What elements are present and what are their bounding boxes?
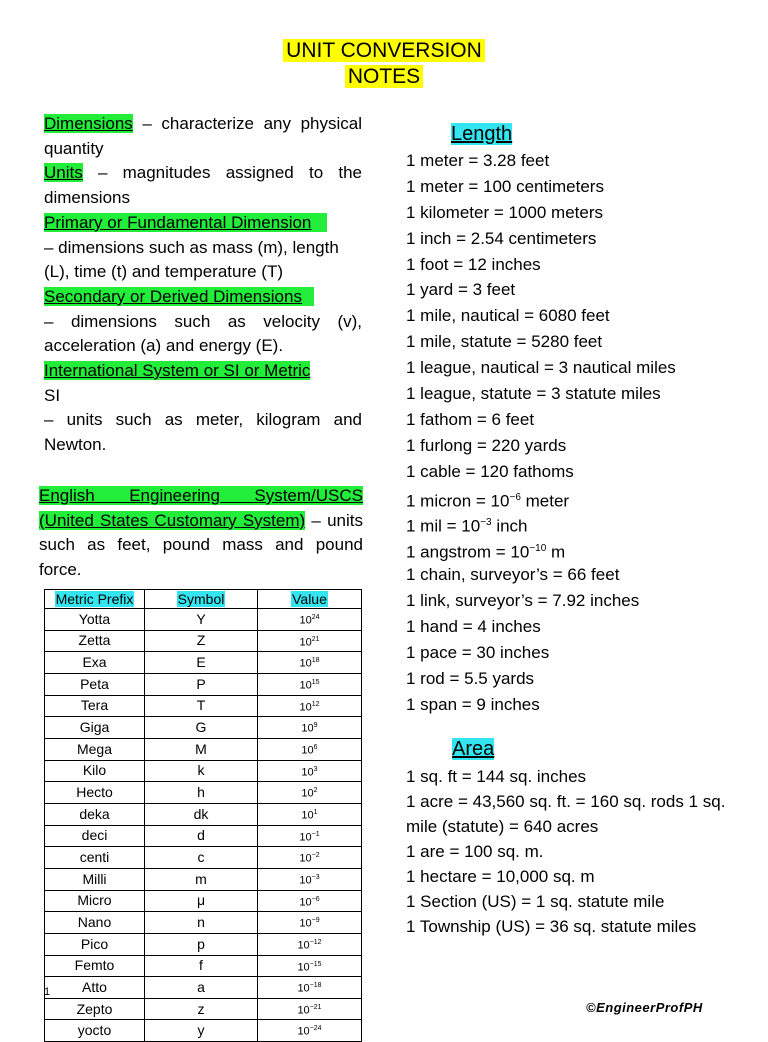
list-item: 1 angstrom = $10^{-10}$ m — [406, 543, 566, 563]
list-item: 1 span = 9 inches — [406, 694, 540, 714]
value-cell: $10^1$ — [258, 803, 362, 825]
symbol-cell: E — [145, 652, 258, 674]
metric-prefix-table — [44, 589, 362, 1042]
symbol-cell: a — [145, 977, 258, 999]
units-text: – magnitudes assigned to the dimensions — [44, 163, 362, 208]
value-cell: $10^{-12}$ — [258, 933, 362, 955]
secondary-dimension-term: Secondary or Derived Dimensions — [44, 287, 314, 306]
symbol-cell: Y — [145, 609, 258, 631]
value-cell: $10^{-18}$ — [258, 977, 362, 999]
value-cell: $10^3$ — [258, 760, 362, 782]
dimensions-term: Dimensions — [44, 114, 133, 133]
table-row — [45, 630, 362, 652]
value-cell: $10^{-24}$ — [258, 1020, 362, 1042]
si-text: – units such as meter, kilogram and Newton. — [44, 410, 362, 455]
list-item: 1 acre = 43,560 sq. ft. = 160 sq. rods 1 sq. mile (statute) = 640 acres — [406, 792, 726, 836]
list-item: 1 hand = 4 inches — [406, 617, 541, 637]
prefix-cell: deci — [45, 825, 145, 847]
list-item: 1 sq. ft = 144 sq. inches — [406, 767, 587, 786]
prefix-cell: Exa — [45, 652, 145, 674]
length-conversion-list — [406, 148, 746, 718]
prefix-cell: Mega — [45, 738, 145, 760]
value-cell: $10^{-21}$ — [258, 998, 362, 1020]
value-cell: $10^{18}$ — [258, 652, 362, 674]
value-cell: $10^{15}$ — [258, 673, 362, 695]
primary-dimension-term-line — [44, 211, 362, 236]
value-cell: $10^6$ — [258, 738, 362, 760]
si-abbrev: SI — [44, 385, 61, 405]
table-row — [45, 695, 362, 717]
list-item: 1 cable = 120 fathoms — [406, 461, 574, 481]
list-item: 1 Section (US) = 1 sq. statute mile — [406, 892, 665, 911]
table-row — [45, 803, 362, 825]
prefix-cell: Milli — [45, 868, 145, 890]
symbol-cell: M — [145, 738, 258, 760]
value-cell: $10^2$ — [258, 782, 362, 804]
prefix-cell: Zepto — [45, 998, 145, 1020]
prefix-cell: centi — [45, 847, 145, 869]
symbol-cell: n — [145, 912, 258, 934]
list-item: 1 foot = 12 inches — [406, 254, 541, 274]
table-row — [45, 609, 362, 631]
units-term: Units — [44, 163, 83, 183]
table-row — [45, 998, 362, 1020]
table-header-row — [45, 590, 362, 609]
table-row — [45, 738, 362, 760]
table-row — [45, 977, 362, 999]
value-cell: $10^{-15}$ — [258, 955, 362, 977]
table-row — [45, 717, 362, 739]
table-row — [45, 652, 362, 674]
table-row — [45, 847, 362, 869]
value-cell: $10^{-1}$ — [258, 825, 362, 847]
symbol-cell: G — [145, 717, 258, 739]
list-item: 1 mile, nautical = 6080 feet — [406, 306, 610, 326]
si-term: International System or SI or Metric — [44, 361, 311, 381]
symbol-cell: μ — [145, 890, 258, 912]
english-system-section — [39, 484, 363, 583]
length-heading: Length — [451, 123, 513, 145]
area-conversion-list — [406, 764, 746, 939]
symbol-cell: f — [145, 955, 258, 977]
prefix-cell: Zetta — [45, 630, 145, 652]
value-cell: $10^{-3}$ — [258, 868, 362, 890]
prefix-cell: Hecto — [45, 782, 145, 804]
prefix-cell: Giga — [45, 717, 145, 739]
page-number: 1 — [44, 986, 51, 998]
table-row — [45, 825, 362, 847]
list-item: 1 league, nautical = 3 nautical miles — [406, 358, 676, 378]
symbol-cell: T — [145, 695, 258, 717]
author-credit: ©EngineerProfPH — [586, 1000, 703, 1015]
symbol-cell: c — [145, 847, 258, 869]
symbol-cell: k — [145, 760, 258, 782]
table-row — [45, 868, 362, 890]
value-cell: $10^9$ — [258, 717, 362, 739]
header-symbol: Symbol — [145, 590, 258, 609]
list-item: 1 meter = 3.28 feet — [406, 151, 550, 170]
list-item: 1 mil = $10^{-3}$ inch — [406, 517, 528, 537]
symbol-cell: d — [145, 825, 258, 847]
table-row — [45, 760, 362, 782]
units-definition — [44, 161, 362, 210]
list-item: 1 link, surveyor’s = 7.92 inches — [406, 591, 640, 611]
prefix-cell: deka — [45, 803, 145, 825]
table-row — [45, 782, 362, 804]
symbol-cell: z — [145, 998, 258, 1020]
definitions-section — [44, 112, 362, 458]
prefix-table-body — [45, 609, 362, 1042]
prefix-cell: Yotta — [45, 609, 145, 631]
table-row — [45, 955, 362, 977]
value-cell: $10^{-9}$ — [258, 912, 362, 934]
list-item: 1 chain, surveyor’s = 66 feet — [406, 565, 620, 585]
english-system-definition — [39, 484, 363, 583]
prefix-cell: Peta — [45, 673, 145, 695]
title-line-2: NOTES — [345, 65, 423, 88]
header-value: Value — [258, 590, 362, 609]
value-cell: $10^{-2}$ — [258, 847, 362, 869]
value-cell: $10^{-6}$ — [258, 890, 362, 912]
table-row — [45, 933, 362, 955]
list-item: 1 fathom = 6 feet — [406, 409, 535, 429]
prefix-cell: Kilo — [45, 760, 145, 782]
table-row — [45, 673, 362, 695]
dimensions-text: – characterize any physical quantity — [44, 114, 362, 158]
area-heading: Area — [452, 738, 495, 760]
primary-dimension-text: – dimensions such as mass (m), length (L), time (t) and temperature (T) — [44, 237, 339, 282]
value-cell: $10^{21}$ — [258, 630, 362, 652]
prefix-cell: Atto — [45, 977, 145, 999]
list-item: 1 league, statute = 3 statute miles — [406, 384, 661, 404]
table-row — [45, 1020, 362, 1042]
list-item: 1 are = 100 sq. m. — [406, 842, 544, 861]
si-term-line — [44, 359, 362, 384]
list-item: 1 Township (US) = 36 sq. statute miles — [406, 917, 697, 936]
page-title — [0, 38, 768, 90]
prefix-cell: Nano — [45, 912, 145, 934]
dimensions-definition — [44, 112, 362, 161]
symbol-cell: y — [145, 1020, 258, 1042]
secondary-dimension-text: – dimensions such as velocity (v), acceleration (a) and energy (E). — [44, 311, 362, 356]
symbol-cell: P — [145, 673, 258, 695]
symbol-cell: m — [145, 868, 258, 890]
prefix-cell: Femto — [45, 955, 145, 977]
prefix-cell: yocto — [45, 1020, 145, 1042]
table-row — [45, 890, 362, 912]
list-item: 1 inch = 2.54 centimeters — [406, 228, 597, 248]
symbol-cell: Z — [145, 630, 258, 652]
symbol-cell: h — [145, 782, 258, 804]
title-line-1: UNIT CONVERSION — [283, 39, 485, 62]
table-row — [45, 912, 362, 934]
header-metric-prefix: Metric Prefix — [45, 590, 145, 609]
list-item: 1 mile, statute = 5280 feet — [406, 332, 603, 352]
prefix-cell: Micro — [45, 890, 145, 912]
prefix-cell: Pico — [45, 933, 145, 955]
value-cell: $10^{24}$ — [258, 609, 362, 631]
symbol-cell: p — [145, 933, 258, 955]
list-item: 1 kilometer = 1000 meters — [406, 202, 604, 222]
value-cell: $10^{12}$ — [258, 695, 362, 717]
list-item: 1 rod = 5.5 yards — [406, 668, 535, 688]
english-system-term: English Engineering System/USCS (United States Customary System) — [39, 486, 363, 530]
symbol-cell: dk — [145, 803, 258, 825]
secondary-dimension-term-line — [44, 285, 362, 310]
list-item: 1 micron = $10^{-6}$ meter — [406, 491, 570, 511]
list-item: 1 yard = 3 feet — [406, 280, 516, 300]
list-item: 1 meter = 100 centimeters — [406, 176, 604, 196]
prefix-cell: Tera — [45, 695, 145, 717]
list-item: 1 furlong = 220 yards — [406, 435, 567, 455]
primary-dimension-term: Primary or Fundamental Dimension — [44, 213, 327, 232]
list-item: 1 hectare = 10,000 sq. m — [406, 867, 595, 886]
english-system-text: – units such as feet, pound mass and pound force. — [39, 510, 363, 580]
list-item: 1 pace = 30 inches — [406, 642, 550, 662]
